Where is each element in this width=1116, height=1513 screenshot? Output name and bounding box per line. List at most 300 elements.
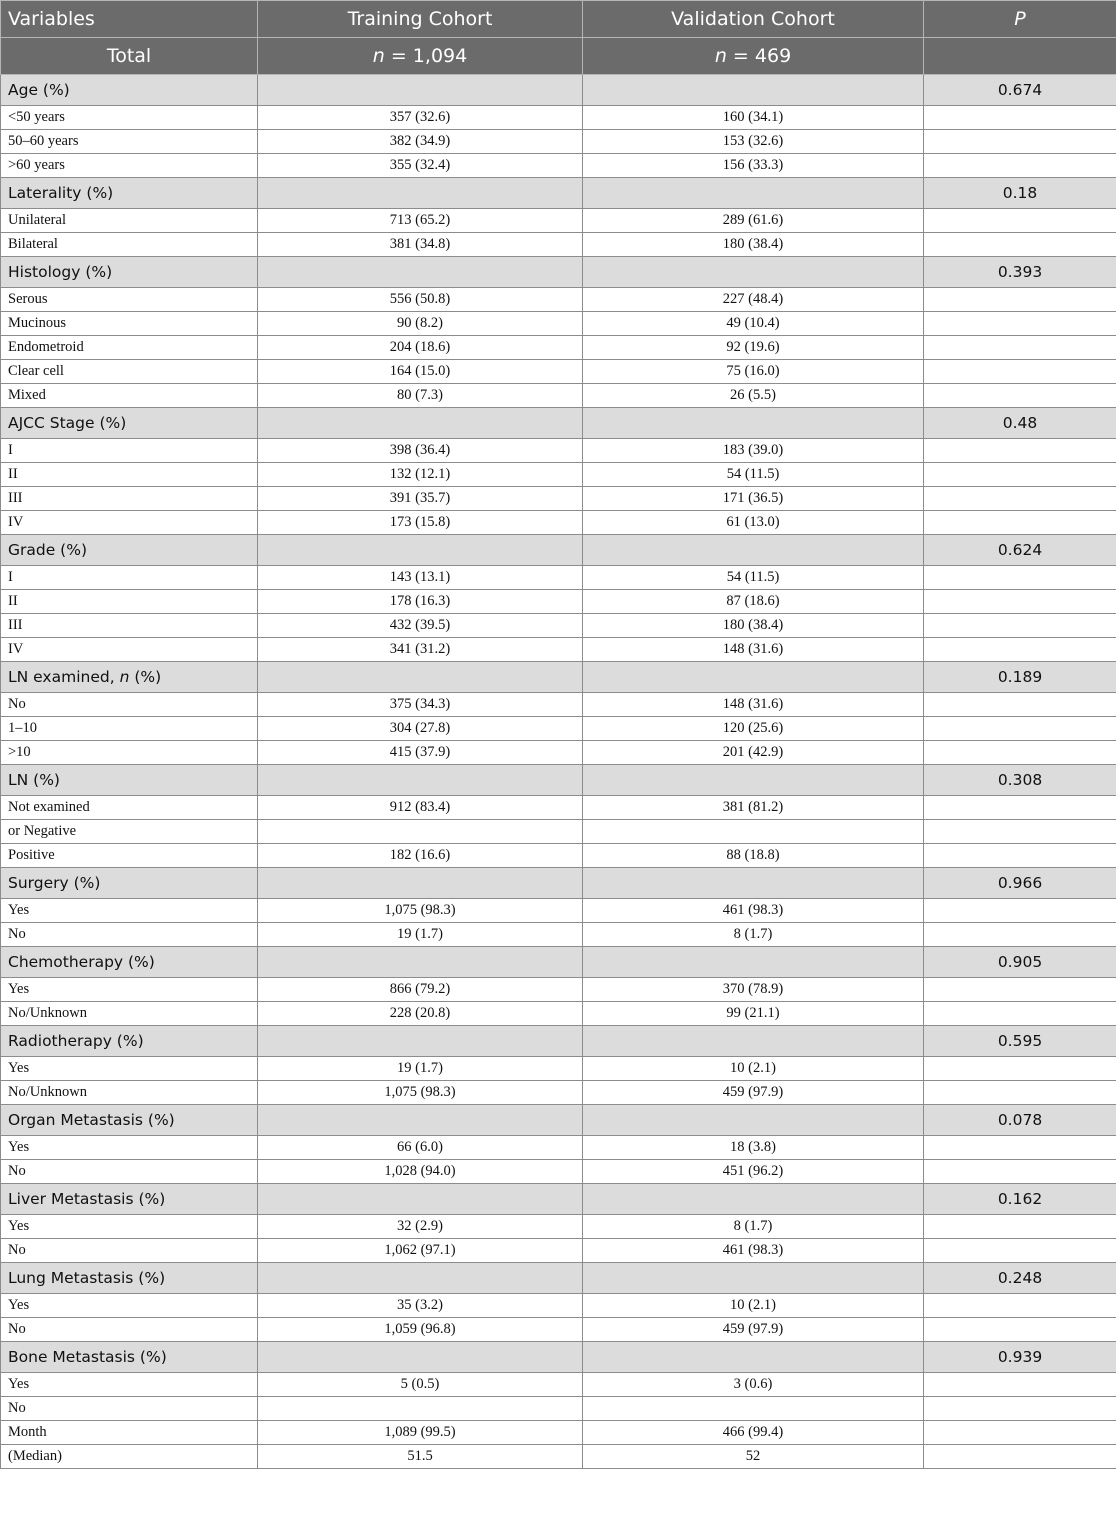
group-training-empty (258, 1026, 583, 1057)
row-p-empty (924, 1397, 1116, 1421)
table-row (1, 820, 1116, 844)
row-p-empty (924, 614, 1116, 638)
row-p-empty (924, 566, 1116, 590)
row-validation-value: 75 (16.0) (583, 360, 924, 384)
group-training-empty (258, 75, 583, 106)
row-training-value: 35 (3.2) (258, 1294, 583, 1318)
group-validation-empty (583, 178, 924, 209)
row-training-value: 713 (65.2) (258, 209, 583, 233)
row-validation-value: 180 (38.4) (583, 614, 924, 638)
row-validation-value: 148 (31.6) (583, 638, 924, 662)
row-label: Yes (1, 1373, 258, 1397)
row-p-empty (924, 106, 1116, 130)
row-training-value: 132 (12.1) (258, 463, 583, 487)
row-training-value: 173 (15.8) (258, 511, 583, 535)
training-n-symbol: n (372, 45, 385, 67)
table-row (1, 844, 1116, 868)
group-label (1, 535, 258, 566)
table-row (1, 1373, 1116, 1397)
row-p-empty (924, 1002, 1116, 1026)
group-validation-empty (583, 257, 924, 288)
row-p-empty (924, 796, 1116, 820)
row-training-value: 375 (34.3) (258, 693, 583, 717)
row-validation-value: 180 (38.4) (583, 233, 924, 257)
row-validation-value: 3 (0.6) (583, 1373, 924, 1397)
group-header-row (1, 947, 1116, 978)
group-label (1, 765, 258, 796)
group-p-value: 0.393 (924, 257, 1116, 288)
row-validation-value: 459 (97.9) (583, 1318, 924, 1342)
row-p-empty (924, 717, 1116, 741)
row-label: No (1, 1318, 258, 1342)
row-p-empty (924, 820, 1116, 844)
group-label (1, 178, 258, 209)
group-header-row (1, 178, 1116, 209)
row-p-empty (924, 312, 1116, 336)
row-label: III (1, 614, 258, 638)
group-label-italic: n (119, 668, 130, 686)
table-row (1, 360, 1116, 384)
group-label (1, 868, 258, 899)
group-header-row (1, 1026, 1116, 1057)
table-row (1, 1160, 1116, 1184)
row-training-value: 398 (36.4) (258, 439, 583, 463)
row-validation-value: 461 (98.3) (583, 1239, 924, 1263)
group-p-value: 0.162 (924, 1184, 1116, 1215)
row-label: 50–60 years (1, 130, 258, 154)
row-p-empty (924, 1421, 1116, 1445)
row-training-value: 1,062 (97.1) (258, 1239, 583, 1263)
row-p-empty (924, 844, 1116, 868)
group-label-text: Lung Metastasis (%) (8, 1269, 166, 1287)
row-validation-value: 227 (48.4) (583, 288, 924, 312)
group-training-empty (258, 1184, 583, 1215)
row-training-value: 382 (34.9) (258, 130, 583, 154)
row-validation-value: 148 (31.6) (583, 693, 924, 717)
row-training-value: 1,075 (98.3) (258, 899, 583, 923)
row-label: Yes (1, 1294, 258, 1318)
row-label: (Median) (1, 1445, 258, 1469)
table-row (1, 288, 1116, 312)
group-label (1, 1263, 258, 1294)
row-label: <50 years (1, 106, 258, 130)
training-n-value: = 1,094 (384, 45, 468, 67)
group-training-empty (258, 1105, 583, 1136)
row-training-value: 143 (13.1) (258, 566, 583, 590)
row-validation-value: 92 (19.6) (583, 336, 924, 360)
table-row (1, 693, 1116, 717)
row-training-value: 1,075 (98.3) (258, 1081, 583, 1105)
row-validation-value: 289 (61.6) (583, 209, 924, 233)
row-validation-value: 10 (2.1) (583, 1057, 924, 1081)
group-p-value: 0.248 (924, 1263, 1116, 1294)
group-label-text: LN (%) (8, 771, 60, 789)
header-variables: Variables (1, 1, 258, 38)
group-label-suffix: (%) (129, 668, 162, 686)
row-training-value: 355 (32.4) (258, 154, 583, 178)
group-p-value: 0.189 (924, 662, 1116, 693)
table-row (1, 106, 1116, 130)
row-training-value: 415 (37.9) (258, 741, 583, 765)
group-label (1, 662, 258, 693)
row-validation-value: 461 (98.3) (583, 899, 924, 923)
row-training-value (258, 820, 583, 844)
row-p-empty (924, 209, 1116, 233)
row-validation-value: 451 (96.2) (583, 1160, 924, 1184)
group-label (1, 1105, 258, 1136)
row-label: No (1, 1397, 258, 1421)
row-p-empty (924, 439, 1116, 463)
row-validation-value: 61 (13.0) (583, 511, 924, 535)
group-label (1, 947, 258, 978)
group-label-text: Radiotherapy (%) (8, 1032, 144, 1050)
row-validation-value: 8 (1.7) (583, 1215, 924, 1239)
group-label-text: Surgery (%) (8, 874, 101, 892)
table-row (1, 154, 1116, 178)
row-validation-value: 201 (42.9) (583, 741, 924, 765)
group-label-text: Liver Metastasis (%) (8, 1190, 166, 1208)
row-p-empty (924, 590, 1116, 614)
group-training-empty (258, 765, 583, 796)
row-p-empty (924, 638, 1116, 662)
group-header-row (1, 1263, 1116, 1294)
table-row (1, 1445, 1116, 1469)
validation-n-value: = 469 (726, 45, 792, 67)
table-row (1, 511, 1116, 535)
row-p-empty (924, 288, 1116, 312)
row-validation-value: 88 (18.8) (583, 844, 924, 868)
row-validation-value: 183 (39.0) (583, 439, 924, 463)
table-row (1, 614, 1116, 638)
group-header-row (1, 535, 1116, 566)
row-validation-value: 52 (583, 1445, 924, 1469)
table-row (1, 1002, 1116, 1026)
row-validation-value: 10 (2.1) (583, 1294, 924, 1318)
validation-total (583, 38, 924, 75)
header-validation-cohort: Validation Cohort (583, 1, 924, 38)
group-label-text: Laterality (%) (8, 184, 114, 202)
row-p-empty (924, 741, 1116, 765)
row-validation-value: 87 (18.6) (583, 590, 924, 614)
group-validation-empty (583, 1184, 924, 1215)
row-label: Yes (1, 1215, 258, 1239)
table-row (1, 1421, 1116, 1445)
table-row (1, 717, 1116, 741)
row-validation-value: 171 (36.5) (583, 487, 924, 511)
table-row (1, 384, 1116, 408)
row-p-empty (924, 360, 1116, 384)
row-validation-value (583, 1397, 924, 1421)
group-p-value: 0.674 (924, 75, 1116, 106)
row-label: 1–10 (1, 717, 258, 741)
table-row (1, 1215, 1116, 1239)
row-label: II (1, 463, 258, 487)
row-training-value: 1,028 (94.0) (258, 1160, 583, 1184)
table-row (1, 233, 1116, 257)
training-total (258, 38, 583, 75)
total-row (1, 38, 1116, 75)
table-row (1, 336, 1116, 360)
row-training-value: 391 (35.7) (258, 487, 583, 511)
group-training-empty (258, 662, 583, 693)
row-label: I (1, 566, 258, 590)
group-label-text: Grade (%) (8, 541, 88, 559)
table-row (1, 1057, 1116, 1081)
row-label: I (1, 439, 258, 463)
group-validation-empty (583, 535, 924, 566)
group-label-text: Chemotherapy (%) (8, 953, 155, 971)
group-validation-empty (583, 1026, 924, 1057)
row-label: Yes (1, 1057, 258, 1081)
header-p-value: P (924, 1, 1116, 38)
group-validation-empty (583, 868, 924, 899)
row-validation-value: 54 (11.5) (583, 566, 924, 590)
group-training-empty (258, 178, 583, 209)
row-validation-value: 459 (97.9) (583, 1081, 924, 1105)
table-row (1, 1294, 1116, 1318)
row-label: No (1, 693, 258, 717)
row-training-value: 51.5 (258, 1445, 583, 1469)
row-label: No/Unknown (1, 1081, 258, 1105)
group-header-row (1, 1342, 1116, 1373)
group-validation-empty (583, 408, 924, 439)
row-p-empty (924, 693, 1116, 717)
row-label: Not examined (1, 796, 258, 820)
group-p-value: 0.308 (924, 765, 1116, 796)
group-training-empty (258, 408, 583, 439)
row-label: Serous (1, 288, 258, 312)
group-training-empty (258, 868, 583, 899)
table-row (1, 439, 1116, 463)
row-validation-value: 49 (10.4) (583, 312, 924, 336)
row-validation-value: 120 (25.6) (583, 717, 924, 741)
row-training-value: 381 (34.8) (258, 233, 583, 257)
row-label: Positive (1, 844, 258, 868)
row-training-value: 80 (7.3) (258, 384, 583, 408)
row-training-value: 178 (16.3) (258, 590, 583, 614)
row-p-empty (924, 1318, 1116, 1342)
row-label: II (1, 590, 258, 614)
row-validation-value: 156 (33.3) (583, 154, 924, 178)
row-p-empty (924, 1294, 1116, 1318)
group-label-text: Organ Metastasis (%) (8, 1111, 175, 1129)
group-header-row (1, 765, 1116, 796)
group-label (1, 1342, 258, 1373)
row-label: Mixed (1, 384, 258, 408)
table-row (1, 899, 1116, 923)
row-p-empty (924, 154, 1116, 178)
row-training-value: 556 (50.8) (258, 288, 583, 312)
row-training-value: 357 (32.6) (258, 106, 583, 130)
table-row (1, 1136, 1116, 1160)
group-validation-empty (583, 662, 924, 693)
row-label: Clear cell (1, 360, 258, 384)
row-label: Mucinous (1, 312, 258, 336)
row-p-empty (924, 1239, 1116, 1263)
row-training-value (258, 1397, 583, 1421)
row-training-value: 228 (20.8) (258, 1002, 583, 1026)
group-label-text: Bone Metastasis (%) (8, 1348, 167, 1366)
row-p-empty (924, 1445, 1116, 1469)
row-label: >60 years (1, 154, 258, 178)
row-p-empty (924, 1215, 1116, 1239)
row-training-value: 19 (1.7) (258, 923, 583, 947)
row-validation-value: 54 (11.5) (583, 463, 924, 487)
group-validation-empty (583, 75, 924, 106)
group-header-row (1, 1184, 1116, 1215)
table-body (1, 75, 1116, 1469)
row-training-value: 90 (8.2) (258, 312, 583, 336)
row-training-value: 32 (2.9) (258, 1215, 583, 1239)
row-p-empty (924, 1057, 1116, 1081)
row-p-empty (924, 487, 1116, 511)
row-training-value: 19 (1.7) (258, 1057, 583, 1081)
group-header-row (1, 75, 1116, 106)
group-training-empty (258, 1342, 583, 1373)
row-p-empty (924, 899, 1116, 923)
row-label: IV (1, 511, 258, 535)
row-label: Yes (1, 1136, 258, 1160)
table-row (1, 978, 1116, 1002)
group-training-empty (258, 1263, 583, 1294)
table-row (1, 209, 1116, 233)
p-total-empty (924, 38, 1116, 75)
group-validation-empty (583, 1263, 924, 1294)
row-p-empty (924, 978, 1116, 1002)
group-label (1, 75, 258, 106)
table-row (1, 1318, 1116, 1342)
group-p-value: 0.595 (924, 1026, 1116, 1057)
group-p-value: 0.078 (924, 1105, 1116, 1136)
group-header-row (1, 408, 1116, 439)
group-validation-empty (583, 1105, 924, 1136)
group-training-empty (258, 257, 583, 288)
row-validation-value: 466 (99.4) (583, 1421, 924, 1445)
row-training-value: 182 (16.6) (258, 844, 583, 868)
row-validation-value: 381 (81.2) (583, 796, 924, 820)
row-training-value: 5 (0.5) (258, 1373, 583, 1397)
group-validation-empty (583, 765, 924, 796)
table-header (1, 1, 1116, 75)
row-validation-value: 160 (34.1) (583, 106, 924, 130)
group-p-value: 0.939 (924, 1342, 1116, 1373)
row-validation-value: 153 (32.6) (583, 130, 924, 154)
table-row (1, 130, 1116, 154)
table-row (1, 590, 1116, 614)
row-validation-value: 370 (78.9) (583, 978, 924, 1002)
group-p-value: 0.48 (924, 408, 1116, 439)
group-label-text: Histology (%) (8, 263, 113, 281)
row-p-empty (924, 1160, 1116, 1184)
row-p-empty (924, 384, 1116, 408)
row-training-value: 341 (31.2) (258, 638, 583, 662)
row-label: Bilateral (1, 233, 258, 257)
row-training-value: 866 (79.2) (258, 978, 583, 1002)
table-row (1, 312, 1116, 336)
group-label-text: AJCC Stage (%) (8, 414, 127, 432)
row-label: No (1, 923, 258, 947)
row-label: IV (1, 638, 258, 662)
group-p-value: 0.966 (924, 868, 1116, 899)
row-label: Unilateral (1, 209, 258, 233)
table-row (1, 741, 1116, 765)
table-row (1, 1239, 1116, 1263)
row-p-empty (924, 511, 1116, 535)
group-header-row (1, 662, 1116, 693)
row-label: >10 (1, 741, 258, 765)
row-label: No (1, 1160, 258, 1184)
row-training-value: 304 (27.8) (258, 717, 583, 741)
row-validation-value: 26 (5.5) (583, 384, 924, 408)
row-label: or Negative (1, 820, 258, 844)
validation-n-symbol: n (714, 45, 727, 67)
row-training-value: 912 (83.4) (258, 796, 583, 820)
group-header-row (1, 257, 1116, 288)
row-p-empty (924, 1136, 1116, 1160)
table-row (1, 638, 1116, 662)
row-label: Endometroid (1, 336, 258, 360)
table-row (1, 487, 1116, 511)
group-header-row (1, 1105, 1116, 1136)
row-p-empty (924, 1373, 1116, 1397)
header-row (1, 1, 1116, 38)
row-training-value: 164 (15.0) (258, 360, 583, 384)
row-label: Yes (1, 978, 258, 1002)
row-label: No/Unknown (1, 1002, 258, 1026)
row-label: Month (1, 1421, 258, 1445)
group-label (1, 1026, 258, 1057)
group-validation-empty (583, 947, 924, 978)
table-row (1, 1397, 1116, 1421)
row-p-empty (924, 463, 1116, 487)
group-training-empty (258, 535, 583, 566)
row-validation-value: 8 (1.7) (583, 923, 924, 947)
table-row (1, 796, 1116, 820)
row-p-empty (924, 130, 1116, 154)
group-validation-empty (583, 1342, 924, 1373)
table-row (1, 1081, 1116, 1105)
row-label: Yes (1, 899, 258, 923)
table-row (1, 566, 1116, 590)
row-p-empty (924, 923, 1116, 947)
row-training-value: 432 (39.5) (258, 614, 583, 638)
row-label: III (1, 487, 258, 511)
table-row (1, 923, 1116, 947)
group-label-text: Age (%) (8, 81, 70, 99)
table-row (1, 463, 1116, 487)
row-label: No (1, 1239, 258, 1263)
row-training-value: 66 (6.0) (258, 1136, 583, 1160)
row-p-empty (924, 336, 1116, 360)
row-validation-value (583, 820, 924, 844)
row-p-empty (924, 1081, 1116, 1105)
row-validation-value: 18 (3.8) (583, 1136, 924, 1160)
group-p-value: 0.905 (924, 947, 1116, 978)
group-p-value: 0.18 (924, 178, 1116, 209)
row-training-value: 1,059 (96.8) (258, 1318, 583, 1342)
group-label-text: LN examined, (8, 668, 120, 686)
group-label (1, 1184, 258, 1215)
group-label (1, 257, 258, 288)
group-training-empty (258, 947, 583, 978)
total-label: Total (1, 38, 258, 75)
group-header-row (1, 868, 1116, 899)
header-training-cohort: Training Cohort (258, 1, 583, 38)
row-training-value: 1,089 (99.5) (258, 1421, 583, 1445)
row-training-value: 204 (18.6) (258, 336, 583, 360)
group-label (1, 408, 258, 439)
row-validation-value: 99 (21.1) (583, 1002, 924, 1026)
